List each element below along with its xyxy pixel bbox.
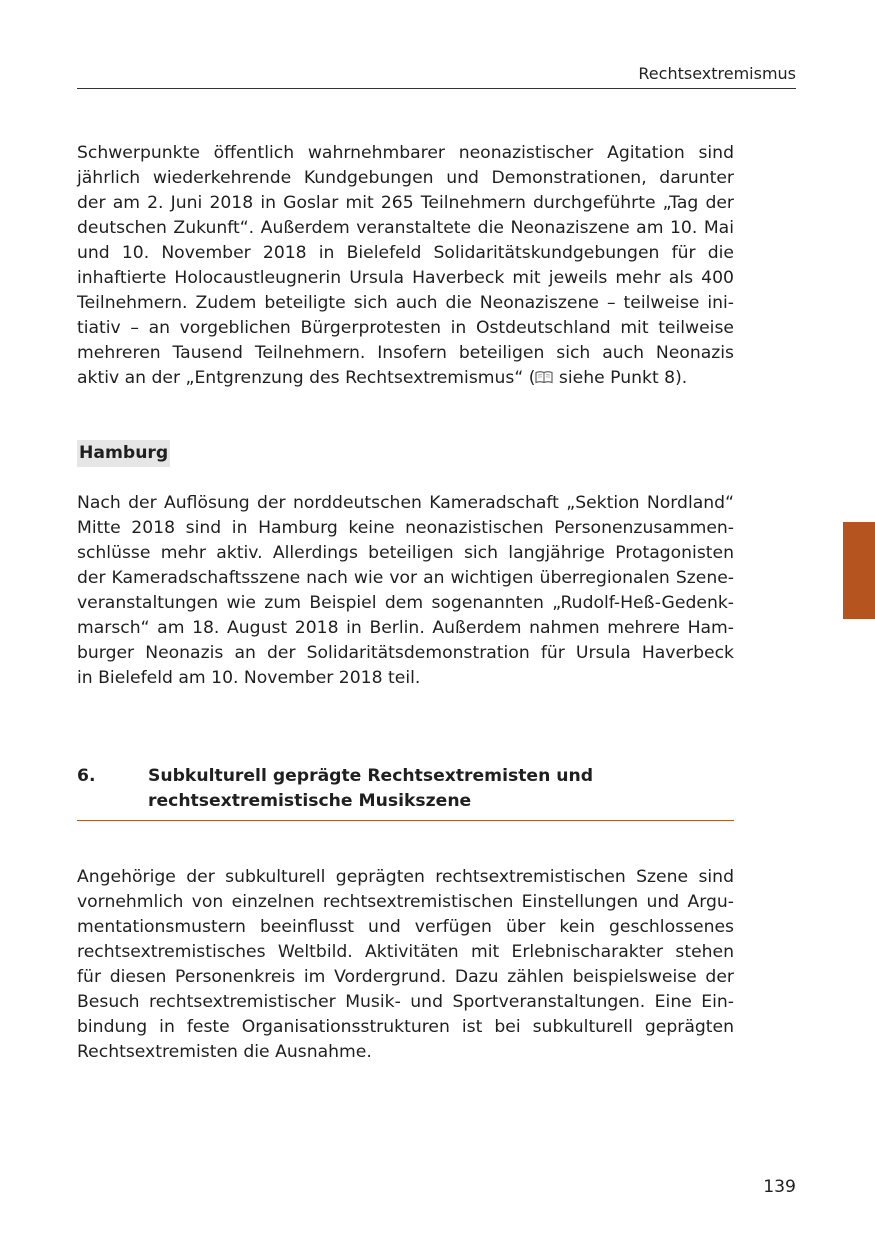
- text-line: für diesen Personenkreis im Vordergrund. Dazu zählen beispielsweise der: [77, 967, 734, 987]
- text-line: Besuch rechtsextremistischer Musik- und Sportveranstaltungen. Eine Ein-: [77, 992, 734, 1012]
- text-line: Schwerpunkte öffentlich wahrnehmbarer neonazistischer Agitation sind: [77, 143, 734, 163]
- section-number: 6.: [77, 766, 96, 786]
- text-line: Teilnehmern. Zudem beteiligte sich auch die Neonaziszene – teilweise ini-: [77, 293, 734, 313]
- section-title-line: rechtsextremistische Musikszene: [148, 791, 472, 811]
- text-line: jährlich wiederkehrende Kundgebungen und Demonstrationen, darunter: [77, 168, 734, 188]
- chapter-tab-marker: [843, 522, 875, 619]
- text-line: Nach der Auflösung der norddeutschen Kameradschaft „Sektion Nordland“: [77, 493, 734, 513]
- paragraph-neonazi-agitation: [77, 141, 734, 391]
- text-line: rechtsextremistisches Weltbild. Aktivitäten mit Erlebnischarakter stehen: [77, 942, 734, 962]
- text-line: der am 2. Juni 2018 in Goslar mit 265 Teilnehmern durchgeführte „Tag der: [77, 193, 734, 213]
- text-line: burger Neonazis an der Solidaritätsdemonstration für Ursula Haverbeck: [77, 643, 734, 663]
- subheading-hamburg: Hamburg: [77, 440, 170, 467]
- text-line-start: aktiv an der „Entgrenzung des Rechtsextremismus“ (: [77, 368, 536, 388]
- paragraph-hamburg: [77, 491, 734, 691]
- section-rule: [77, 820, 734, 821]
- text-line: der Kameradschaftsszene nach wie vor an wichtigen überregionalen Szene-: [77, 568, 734, 588]
- section-title-line: Subkulturell geprägte Rechtsextremisten und: [148, 766, 594, 786]
- text-line: mentationsmustern beeinflusst und verfügen über kein geschlossenes: [77, 917, 734, 937]
- section-title: [148, 764, 734, 814]
- text-line: und 10. November 2018 in Bielefeld Solidaritätskundgebungen für die: [77, 243, 734, 263]
- text-line: marsch“ am 18. August 2018 in Berlin. Außerdem nahmen mehrere Ham-: [77, 618, 734, 638]
- book-icon: [535, 367, 553, 381]
- page-number: 139: [763, 1177, 796, 1197]
- text-line: Angehörige der subkulturell geprägten rechtsextremistischen Szene sind: [77, 867, 734, 887]
- header-rule: [77, 88, 796, 89]
- text-line-end: siehe Punkt 8).: [553, 368, 688, 388]
- text-line: in Bielefeld am 10. November 2018 teil.: [77, 668, 421, 688]
- text-line: veranstaltungen wie zum Beispiel dem sogenannten „Rudolf-Heß-Gedenk-: [77, 593, 734, 613]
- text-line: bindung in feste Organisationsstrukturen ist bei subkulturell geprägten: [77, 1017, 734, 1037]
- text-line-with-reference: [77, 366, 734, 391]
- text-line: Mitte 2018 sind in Hamburg keine neonazistischen Personenzusammen-: [77, 518, 734, 538]
- text-line: mehreren Tausend Teilnehmern. Insofern beteiligen sich auch Neonazis: [77, 343, 734, 363]
- text-line: Rechtsextremisten die Ausnahme.: [77, 1042, 372, 1062]
- text-line: tiativ – an vorgeblichen Bürgerprotesten in Ostdeutschland mit teilweise: [77, 318, 734, 338]
- running-header: Rechtsextremismus: [638, 64, 796, 83]
- paragraph-subculture: [77, 865, 734, 1065]
- text-line: vornehmlich von einzelnen rechtsextremistischen Einstellungen und Argu-: [77, 892, 734, 912]
- text-line: schlüsse mehr aktiv. Allerdings beteiligen sich langjährige Protagonisten: [77, 543, 734, 563]
- text-line: deutschen Zukunft“. Außerdem veranstaltete die Neonaziszene am 10. Mai: [77, 218, 734, 238]
- text-line: inhaftierte Holocaustleugnerin Ursula Haverbeck mit jeweils mehr als 400: [77, 268, 734, 288]
